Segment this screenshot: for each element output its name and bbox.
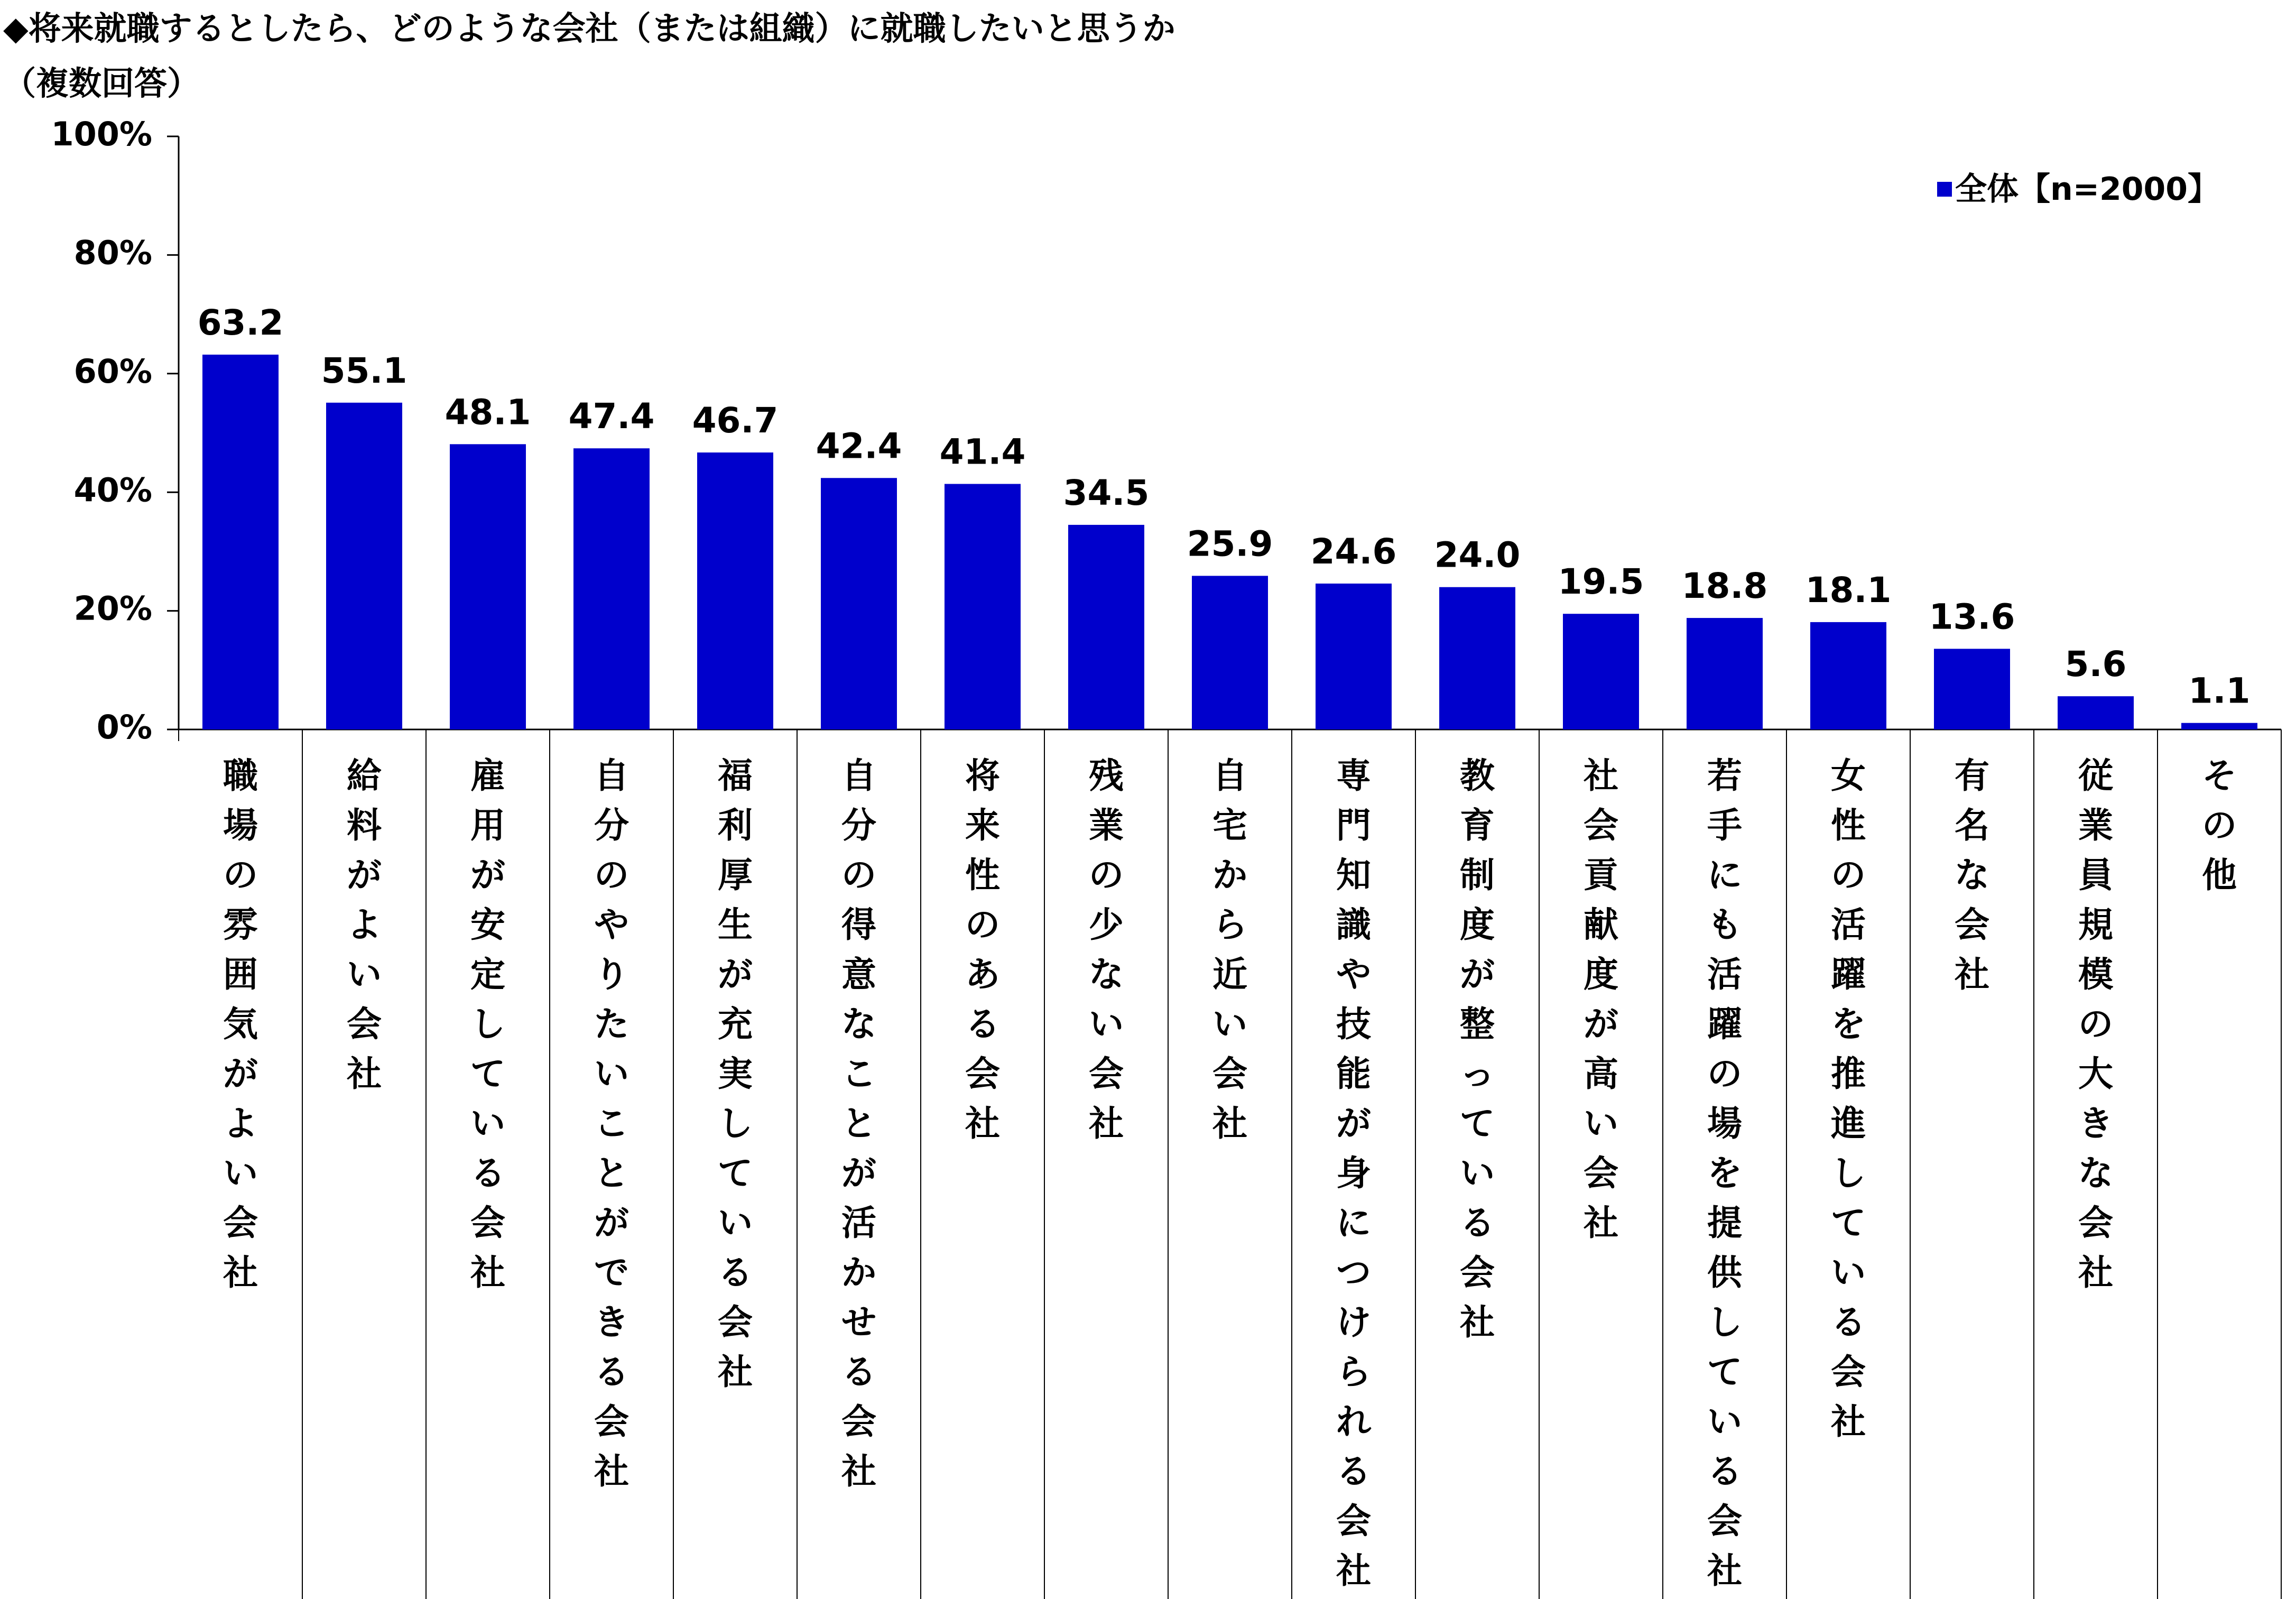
category-label: 将来性のある会社 xyxy=(965,755,1000,1144)
bar xyxy=(1439,587,1515,729)
bar xyxy=(1192,576,1268,729)
y-tick-label: 40% xyxy=(73,470,152,510)
bar xyxy=(202,355,279,729)
bar xyxy=(326,403,402,729)
category-label: 自分の得意なことが活かせる会社 xyxy=(841,755,876,1492)
data-label: 25.9 xyxy=(1187,523,1273,565)
category-label: 職場の雰囲気がよい会社 xyxy=(223,755,258,1293)
bar xyxy=(1687,618,1763,729)
category-label: 若手にも活躍の場を提供している会社 xyxy=(1707,755,1742,1591)
data-label: 63.2 xyxy=(197,302,284,343)
data-label: 42.4 xyxy=(816,426,902,467)
data-label: 18.1 xyxy=(1805,569,1892,611)
y-tick-label: 20% xyxy=(73,589,152,628)
bar xyxy=(697,452,773,729)
data-label: 41.4 xyxy=(939,431,1026,473)
category-label: 残業の少ない会社 xyxy=(1089,755,1124,1144)
category-label: 福利厚生が充実している会社 xyxy=(718,755,753,1392)
data-label: 19.5 xyxy=(1558,561,1644,603)
chart-subtitle: （複数回答） xyxy=(3,64,200,103)
data-label: 48.1 xyxy=(445,392,531,433)
chart-legend xyxy=(1937,168,2219,210)
bar xyxy=(1068,525,1144,729)
data-label: 46.7 xyxy=(692,400,779,441)
data-label: 13.6 xyxy=(1929,596,2015,637)
legend-label: 全体【n=2000】 xyxy=(1955,171,2219,208)
y-tick-label: 100% xyxy=(51,115,152,154)
data-label: 5.6 xyxy=(2064,644,2127,685)
bar xyxy=(945,484,1021,729)
bar xyxy=(2181,723,2257,729)
y-tick-label: 0% xyxy=(96,708,152,747)
y-tick-label: 80% xyxy=(73,233,152,272)
bar xyxy=(821,478,897,729)
category-label: 従業員規模の大きな会社 xyxy=(2078,755,2113,1293)
category-label: 社会貢献度が高い会社 xyxy=(1584,755,1618,1243)
bar xyxy=(2058,696,2134,729)
data-label: 24.6 xyxy=(1310,531,1397,572)
chart-title: ◆将来就職するとしたら、どのような会社（または組織）に就職したいと思うか xyxy=(3,9,1175,48)
data-label: 34.5 xyxy=(1063,472,1150,513)
legend-swatch xyxy=(1937,182,1952,197)
data-label: 47.4 xyxy=(568,396,655,437)
bar xyxy=(1563,614,1639,729)
category-label: 雇用が安定している会社 xyxy=(470,755,505,1293)
bar xyxy=(450,444,526,729)
category-label: 女性の活躍を推進している会社 xyxy=(1831,755,1866,1442)
category-label: 給料がよい会社 xyxy=(347,755,382,1094)
category-label: その他 xyxy=(2202,755,2237,895)
bar xyxy=(1810,622,1886,729)
y-tick-label: 60% xyxy=(73,352,152,391)
bar xyxy=(573,448,650,729)
category-label: 自分のやりたいことができる会社 xyxy=(594,755,629,1492)
category-label: 有名な会社 xyxy=(1955,755,1989,995)
bar xyxy=(1316,584,1392,729)
data-label: 1.1 xyxy=(2188,670,2251,711)
data-label: 18.8 xyxy=(1681,566,1768,607)
data-label: 55.1 xyxy=(321,350,408,391)
category-label: 教育制度が整っている会社 xyxy=(1460,755,1495,1343)
category-label: 専門知識や技能が身につけられる会社 xyxy=(1336,755,1371,1591)
data-label: 24.0 xyxy=(1434,534,1521,576)
category-label: 自宅から近い会社 xyxy=(1212,755,1247,1144)
bar xyxy=(1934,649,2010,729)
